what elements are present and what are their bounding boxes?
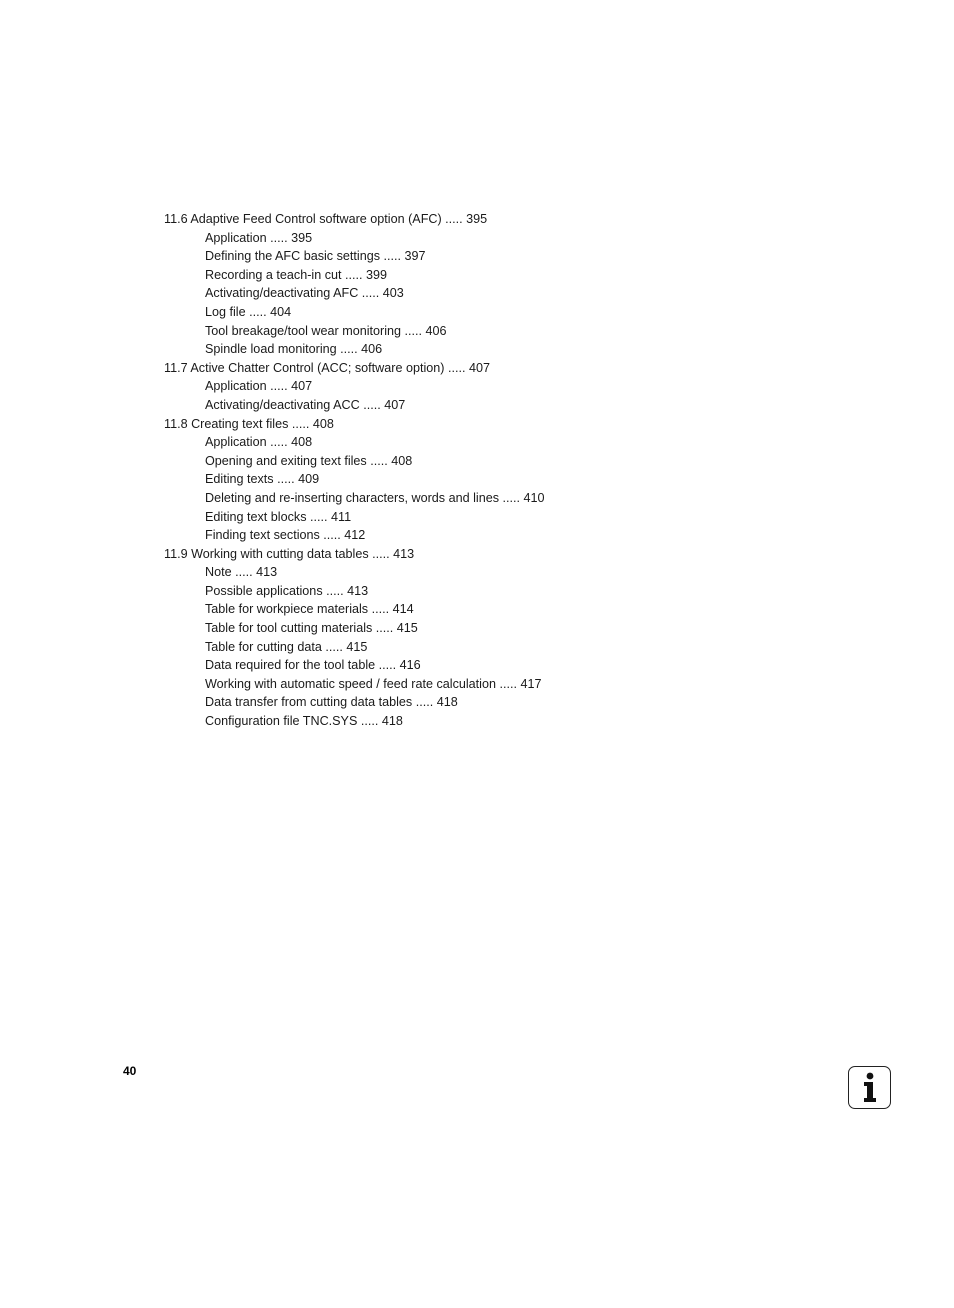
toc-entry[interactable]: Configuration file TNC.SYS ..... 418 <box>205 714 403 729</box>
toc-entry[interactable]: Log file ..... 404 <box>205 304 292 319</box>
info-glyph <box>849 1067 889 1107</box>
toc-entry[interactable]: Opening and exiting text files ..... 408 <box>205 453 413 468</box>
toc-entry[interactable]: Activating/deactivating ACC ..... 407 <box>205 397 406 412</box>
toc-entry[interactable]: Table for workpiece materials ..... 414 <box>205 602 414 617</box>
toc-entry[interactable]: Data transfer from cutting data tables ..... 418 <box>205 695 458 710</box>
toc-entry[interactable]: Spindle load monitoring ..... 406 <box>205 342 383 357</box>
toc-entry[interactable]: Deleting and re-inserting characters, words and lines ..... 410 <box>205 490 545 505</box>
toc-entry[interactable]: Possible applications ..... 413 <box>205 583 369 598</box>
table-of-contents <box>164 210 764 731</box>
toc-entry[interactable]: Table for cutting data ..... 415 <box>205 639 368 654</box>
toc-section-heading[interactable]: 11.8 Creating text files ..... 408 <box>164 416 334 431</box>
toc-entry[interactable]: Finding text sections ..... 412 <box>205 528 366 543</box>
toc-entry[interactable]: Defining the AFC basic settings ..... 397 <box>205 249 426 264</box>
toc-entry[interactable]: Activating/deactivating AFC ..... 403 <box>205 286 404 301</box>
toc-entry[interactable]: Application ..... 407 <box>205 379 313 394</box>
toc-entry[interactable]: Recording a teach-in cut ..... 399 <box>205 267 388 282</box>
toc-entry[interactable]: Application ..... 408 <box>205 435 313 450</box>
page-number: 40 <box>123 1064 137 1078</box>
toc-entry[interactable]: Application ..... 395 <box>205 230 313 245</box>
toc-entry[interactable]: Note ..... 413 <box>205 565 278 580</box>
toc-section-heading[interactable]: 11.6 Adaptive Feed Control software option (AFC) ..... 395 <box>164 212 488 226</box>
info-icon <box>848 1066 891 1109</box>
toc-entry[interactable]: Data required for the tool table ..... 416 <box>205 658 421 673</box>
toc-entry[interactable]: Table for tool cutting materials ..... 415 <box>205 621 418 636</box>
toc-entry[interactable]: Editing texts ..... 409 <box>205 472 320 487</box>
toc-section-heading[interactable]: 11.7 Active Chatter Control (ACC; software option) ..... 407 <box>164 360 490 375</box>
toc-entry[interactable]: Tool breakage/tool wear monitoring ..... 406 <box>205 323 447 338</box>
toc-entry[interactable]: Working with automatic speed / feed rate calculation ..... 417 <box>205 676 542 691</box>
toc-entry[interactable]: Editing text blocks ..... 411 <box>205 509 352 524</box>
toc-section-heading[interactable]: 11.9 Working with cutting data tables ..... 413 <box>164 546 415 561</box>
